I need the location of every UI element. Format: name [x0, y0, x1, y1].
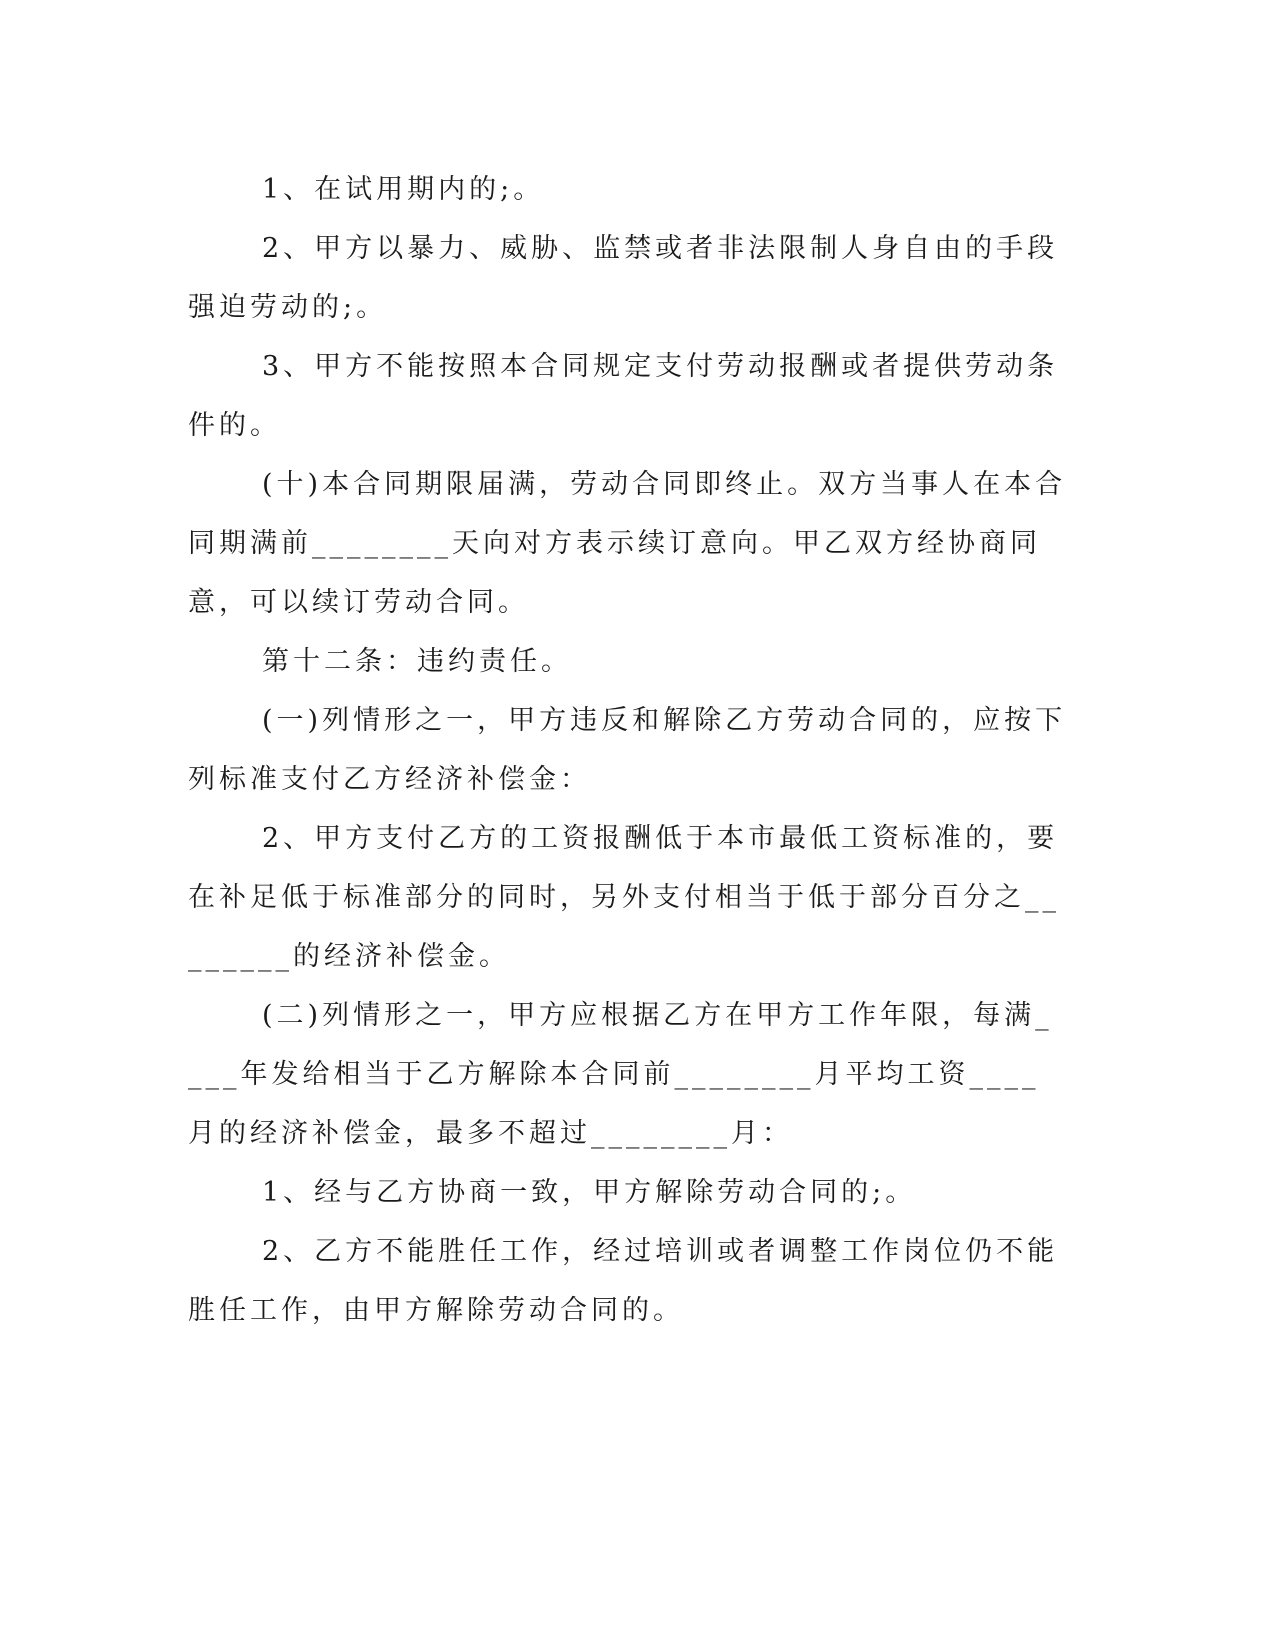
- article-12-heading: 第十二条：违约责任。: [262, 646, 572, 677]
- paragraph-incompetence: 2、乙方不能胜任工作，经过培训或者调整工作岗位仍不能胜任工作，由甲方解除劳动合同的。: [188, 1236, 1059, 1326]
- paragraph-mutual-agreement: 1、经与乙方协商一致，甲方解除劳动合同的;。: [262, 1177, 917, 1208]
- paragraph-severance-years: (二)列情形之一，甲方应根据乙方在甲方工作年限，每满____年发给相当于乙方解除本合同前________月平均工资____月的经济补偿金，最多不超过________月：: [188, 1000, 1053, 1149]
- document-body: [188, 160, 1068, 1340]
- paragraph-compensation-standard: (一)列情形之一，甲方违反和解除乙方劳动合同的，应按下列标准支付乙方经济补偿金：: [188, 705, 1067, 795]
- paragraph-contract-expiry: (十)本合同期限届满，劳动合同即终止。双方当事人在本合同期满前________天向对方表示续订意向。甲乙双方经协商同意，可以续订劳动合同。: [188, 469, 1067, 618]
- paragraph-unpaid-wages: 3、甲方不能按照本合同规定支付劳动报酬或者提供劳动条件的。: [188, 351, 1059, 441]
- paragraph-probation: 1、在试用期内的;。: [262, 174, 545, 205]
- paragraph-minimum-wage: 2、甲方支付乙方的工资报酬低于本市最低工资标准的，要在补足低于标准部分的同时，另外支付相当于低于部分百分之________的经济补偿金。: [188, 823, 1060, 972]
- paragraph-forced-labor: 2、甲方以暴力、威胁、监禁或者非法限制人身自由的手段强迫劳动的;。: [188, 233, 1059, 323]
